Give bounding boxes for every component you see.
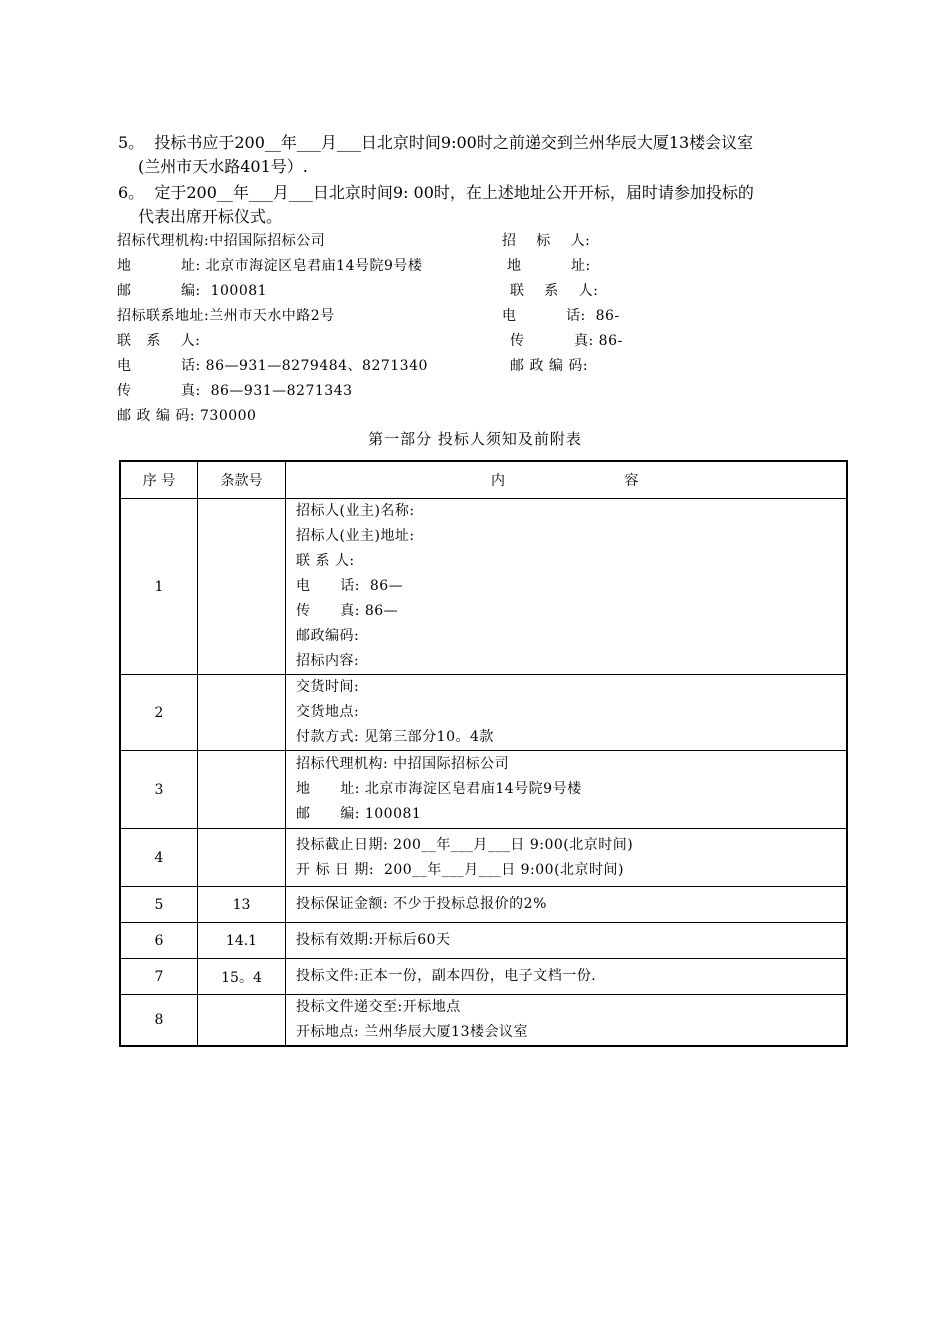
agency-fax: 传 真: 86—931—8271343 [117, 383, 353, 399]
row-content [286, 887, 848, 923]
row-content-line: 邮政编码: [296, 628, 360, 644]
header-content-b: 容 [624, 473, 639, 489]
row-clause [198, 751, 286, 829]
bid-data-sheet-table [119, 460, 848, 1047]
row-content [286, 751, 848, 829]
row-content-line: 开 标 日 期: 200__年___月___日 9:00(北京时间) [296, 861, 625, 878]
header-seq: 序 号 [120, 461, 198, 499]
row-seq: 3 [120, 751, 198, 829]
row-content-line: 投标有效期:开标后60天 [296, 932, 451, 948]
row-seq: 7 [120, 959, 198, 995]
row-clause: 15。4 [198, 959, 286, 995]
row-content-line: 招标人(业主)地址: [296, 528, 415, 544]
table-row [120, 959, 847, 995]
agency-zip: 邮 政 编 码: 730000 [117, 408, 257, 424]
row-content-line: 招标人(业主)名称: [296, 503, 415, 519]
row-seq: 4 [120, 829, 198, 887]
table-row [120, 887, 847, 923]
row-content-line: 开标地点: 兰州华辰大厦13楼会议室 [296, 1024, 528, 1040]
row-content-line: 投标截止日期: 200__年___月___日 9:00(北京时间) [296, 836, 634, 853]
row-seq: 5 [120, 887, 198, 923]
row-content-line: 联 系 人: [296, 553, 355, 569]
row-content-line: 招标代理机构: 中招国际招标公司 [296, 756, 510, 772]
row-content [286, 923, 848, 959]
row-clause [198, 675, 286, 751]
tenderer-phone: 电 话: 86- [502, 308, 620, 324]
row-content-line: 招标内容: [296, 653, 360, 669]
row-clause: 13 [198, 887, 286, 923]
table-row [120, 751, 847, 829]
row-content-line: 电 话: 86— [296, 578, 404, 594]
agency-contact-address: 招标联系地址:兰州市天水中路2号 [117, 308, 335, 324]
header-content [286, 461, 848, 499]
tenderer-contact: 联 系 人: [510, 283, 599, 299]
row-clause [198, 499, 286, 675]
row-content-line: 邮 编: 100081 [296, 806, 422, 822]
row-content-line: 投标文件:正本一份，副本四份，电子文档一份. [296, 968, 597, 984]
row-clause [198, 995, 286, 1047]
row-clause [198, 829, 286, 887]
row-content-line: 投标文件递交至:开标地点 [296, 999, 461, 1015]
table-body [120, 499, 847, 1047]
tenderer-name: 招 标 人: [502, 233, 591, 249]
row-content-line: 传 真: 86— [296, 603, 399, 619]
table-row [120, 499, 847, 675]
agency-name: 招标代理机构:中招国际招标公司 [117, 233, 326, 249]
agency-phone: 电 话: 86—931—8279484、8271340 [117, 358, 428, 374]
row-content-line: 投标保证金额: 不少于投标总报价的2% [296, 896, 547, 912]
header-clause: 条款号 [198, 461, 286, 499]
row-content [286, 995, 848, 1047]
section-title: 第一部分 投标人须知及前附表 [368, 430, 582, 448]
row-seq: 8 [120, 995, 198, 1047]
agency-contact-person: 联 系 人: [117, 333, 201, 349]
row-content [286, 829, 848, 887]
table-row [120, 675, 847, 751]
table-row [120, 923, 847, 959]
tenderer-address: 地 址: [507, 258, 591, 274]
clause-5-line1: 5。 投标书应于200__年___月___日北京时间9:00时之前递交到兰州华辰大厦13楼会议室 [118, 133, 754, 152]
row-seq: 6 [120, 923, 198, 959]
row-content-line: 地 址: 北京市海淀区皂君庙14号院9号楼 [296, 781, 582, 797]
clause-6-line1: 6。 定于200__年___月___日北京时间9: 00时，在上述地址公开开标，届时请参加投标的 [118, 183, 754, 202]
row-clause: 14.1 [198, 923, 286, 959]
table-row [120, 829, 847, 887]
table-row [120, 995, 847, 1047]
clause-6-line2: 代表出席开标仪式。 [138, 207, 283, 226]
row-content-line: 交货地点: [296, 704, 360, 720]
row-seq: 2 [120, 675, 198, 751]
row-content-line: 交货时间: [296, 679, 360, 695]
clause-5-line2: (兰州市天水路401号）. [138, 157, 308, 176]
row-content [286, 675, 848, 751]
header-content-a: 内 [491, 473, 505, 489]
row-content [286, 959, 848, 995]
row-content [286, 499, 848, 675]
tenderer-zip: 邮 政 编 码: [510, 358, 589, 374]
row-content-line: 付款方式: 见第三部分10。4款 [296, 729, 494, 745]
tenderer-fax: 传 真: 86- [510, 333, 623, 349]
table-header-row [120, 461, 847, 499]
agency-postcode: 邮 编: 100081 [117, 283, 268, 299]
agency-address: 地 址: 北京市海淀区皂君庙14号院9号楼 [117, 258, 423, 274]
row-seq: 1 [120, 499, 198, 675]
